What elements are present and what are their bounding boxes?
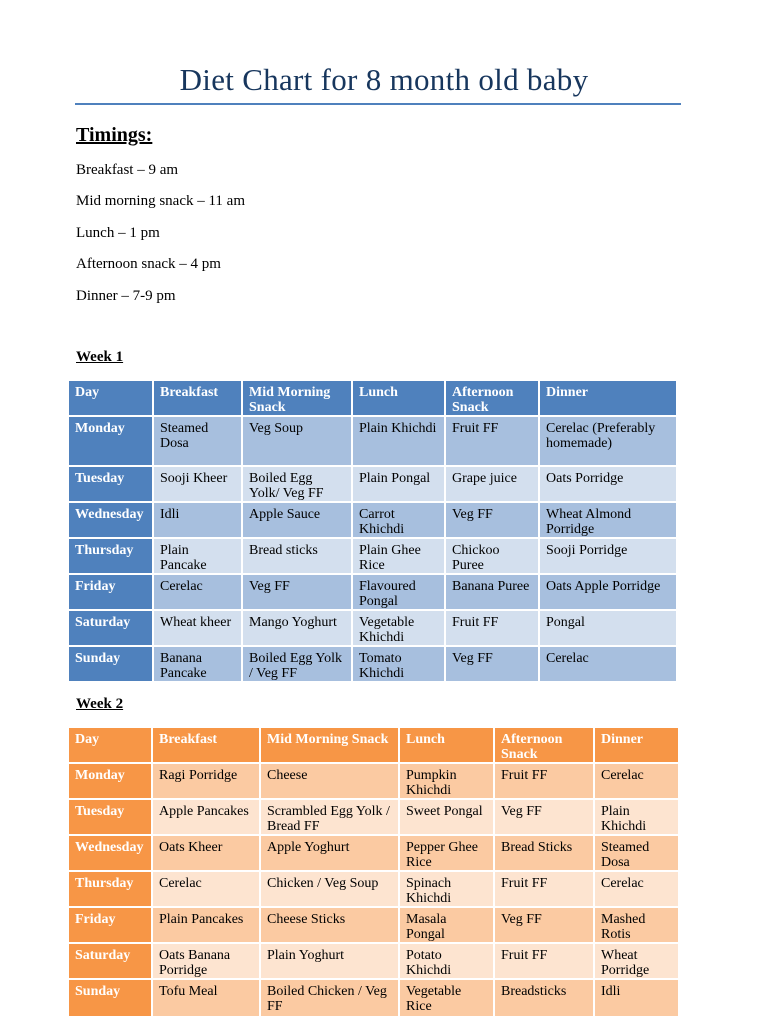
table-cell: Wheat kheer — [154, 611, 243, 647]
table-cell: Cheese — [261, 764, 400, 800]
table-row — [69, 611, 676, 647]
table-cell: Fruit FF — [495, 872, 595, 908]
table-cell: Vegetable Khichdi — [353, 611, 446, 647]
page-title: Diet Chart for 8 month old baby — [179, 62, 589, 97]
table-cell: Plain Pancakes — [153, 908, 261, 944]
column-header-day: Day — [69, 728, 153, 764]
week2-header-row — [69, 728, 678, 764]
timing-lunch: Lunch – 1 pm — [76, 225, 160, 241]
table-cell: Tofu Meal — [153, 980, 261, 1016]
table-row — [69, 575, 676, 611]
day-cell: Monday — [69, 764, 153, 800]
timing-afternoon-snack: Afternoon snack – 4 pm — [76, 256, 221, 272]
column-header-breakfast: Breakfast — [154, 381, 243, 417]
table-cell: Pepper Ghee Rice — [400, 836, 495, 872]
table-cell: Wheat Almond Porridge — [540, 503, 676, 539]
table-cell: Sooji Porridge — [540, 539, 676, 575]
table-cell: Oats Banana Porridge — [153, 944, 261, 980]
table-cell: Oats Kheer — [153, 836, 261, 872]
table-cell: Vegetable Rice — [400, 980, 495, 1016]
table-cell: Veg FF — [446, 503, 540, 539]
table-cell: Pongal — [540, 611, 676, 647]
table-cell: Cerelac — [595, 872, 678, 908]
column-header-mid-morning-snack: Mid Morning Snack — [261, 728, 400, 764]
table-cell: Wheat Porridge — [595, 944, 678, 980]
table-cell: Steamed Dosa — [595, 836, 678, 872]
day-cell: Friday — [69, 575, 154, 611]
table-cell: Chickoo Puree — [446, 539, 540, 575]
table-cell: Spinach Khichdi — [400, 872, 495, 908]
week1-table — [69, 381, 676, 681]
table-cell: Idli — [154, 503, 243, 539]
column-header-afternoon-snack: Afternoon Snack — [446, 381, 540, 417]
table-row — [69, 503, 676, 539]
table-cell: Cerelac — [595, 764, 678, 800]
table-cell: Tomato Khichdi — [353, 647, 446, 681]
table-row — [69, 647, 676, 681]
table-cell: Fruit FF — [495, 944, 595, 980]
table-cell: Apple Pancakes — [153, 800, 261, 836]
table-cell: Boiled Egg Yolk / Veg FF — [243, 647, 353, 681]
table-cell: Boiled Chicken / Veg FF — [261, 980, 400, 1016]
day-cell: Saturday — [69, 944, 153, 980]
table-cell: Boiled Egg Yolk/ Veg FF — [243, 467, 353, 503]
table-cell: Carrot Khichdi — [353, 503, 446, 539]
day-cell: Wednesday — [69, 836, 153, 872]
table-row — [69, 872, 678, 908]
table-cell: Cheese Sticks — [261, 908, 400, 944]
column-header-lunch: Lunch — [353, 381, 446, 417]
column-header-dinner: Dinner — [595, 728, 678, 764]
table-row — [69, 800, 678, 836]
day-cell: Thursday — [69, 872, 153, 908]
table-cell: Fruit FF — [446, 611, 540, 647]
table-row — [69, 944, 678, 980]
table-cell: Scrambled Egg Yolk / Bread FF — [261, 800, 400, 836]
table-cell: Steamed Dosa — [154, 417, 243, 467]
table-cell: Veg FF — [495, 908, 595, 944]
table-cell: Potato Khichdi — [400, 944, 495, 980]
table-cell: Plain Pongal — [353, 467, 446, 503]
table-cell: Cerelac (Preferably homemade) — [540, 417, 676, 467]
timings-heading: Timings: — [76, 124, 153, 146]
table-cell: Cerelac — [540, 647, 676, 681]
table-cell: Banana Pancake — [154, 647, 243, 681]
table-cell: Cerelac — [154, 575, 243, 611]
table-cell: Veg FF — [495, 800, 595, 836]
table-cell: Pumpkin Khichdi — [400, 764, 495, 800]
day-cell: Thursday — [69, 539, 154, 575]
table-cell: Veg FF — [243, 575, 353, 611]
table-cell: Banana Puree — [446, 575, 540, 611]
table-cell: Plain Yoghurt — [261, 944, 400, 980]
table-cell: Fruit FF — [495, 764, 595, 800]
table-row — [69, 980, 678, 1016]
table-cell: Cerelac — [153, 872, 261, 908]
table-cell: Apple Yoghurt — [261, 836, 400, 872]
day-cell: Tuesday — [69, 800, 153, 836]
day-cell: Wednesday — [69, 503, 154, 539]
table-cell: Fruit FF — [446, 417, 540, 467]
table-cell: Mango Yoghurt — [243, 611, 353, 647]
table-cell: Plain Pancake — [154, 539, 243, 575]
table-cell: Sweet Pongal — [400, 800, 495, 836]
title-underline — [75, 103, 681, 105]
table-row — [69, 467, 676, 503]
table-cell: Masala Pongal — [400, 908, 495, 944]
day-cell: Tuesday — [69, 467, 154, 503]
table-cell: Oats Apple Porridge — [540, 575, 676, 611]
table-cell: Sooji Kheer — [154, 467, 243, 503]
column-header-afternoon-snack: Afternoon Snack — [495, 728, 595, 764]
timing-dinner: Dinner – 7-9 pm — [76, 288, 176, 304]
column-header-lunch: Lunch — [400, 728, 495, 764]
table-cell: Grape juice — [446, 467, 540, 503]
week1-heading: Week 1 — [76, 349, 124, 365]
table-cell: Bread sticks — [243, 539, 353, 575]
table-cell: Chicken / Veg Soup — [261, 872, 400, 908]
day-cell: Monday — [69, 417, 154, 467]
table-cell: Ragi Porridge — [153, 764, 261, 800]
table-cell: Bread Sticks — [495, 836, 595, 872]
table-cell: Plain Ghee Rice — [353, 539, 446, 575]
table-cell: Flavoured Pongal — [353, 575, 446, 611]
day-cell: Sunday — [69, 980, 153, 1016]
day-cell: Saturday — [69, 611, 154, 647]
table-cell: Apple Sauce — [243, 503, 353, 539]
week1-header-row — [69, 381, 676, 417]
table-cell: Breadsticks — [495, 980, 595, 1016]
column-header-dinner: Dinner — [540, 381, 676, 417]
day-cell: Sunday — [69, 647, 154, 681]
timing-mid-morning-snack: Mid morning snack – 11 am — [76, 193, 246, 209]
table-cell: Veg FF — [446, 647, 540, 681]
column-header-breakfast: Breakfast — [153, 728, 261, 764]
timing-breakfast: Breakfast – 9 am — [76, 162, 179, 178]
table-cell: Mashed Rotis — [595, 908, 678, 944]
table-row — [69, 539, 676, 575]
table-row — [69, 908, 678, 944]
table-cell: Plain Khichdi — [353, 417, 446, 467]
table-cell: Idli — [595, 980, 678, 1016]
table-row — [69, 764, 678, 800]
table-cell: Plain Khichdi — [595, 800, 678, 836]
table-cell: Veg Soup — [243, 417, 353, 467]
week2-heading: Week 2 — [76, 696, 124, 712]
column-header-day: Day — [69, 381, 154, 417]
table-row — [69, 417, 676, 467]
table-cell: Oats Porridge — [540, 467, 676, 503]
week2-table — [69, 728, 678, 1016]
day-cell: Friday — [69, 908, 153, 944]
column-header-mid-morning-snack: Mid Morning Snack — [243, 381, 353, 417]
table-row — [69, 836, 678, 872]
